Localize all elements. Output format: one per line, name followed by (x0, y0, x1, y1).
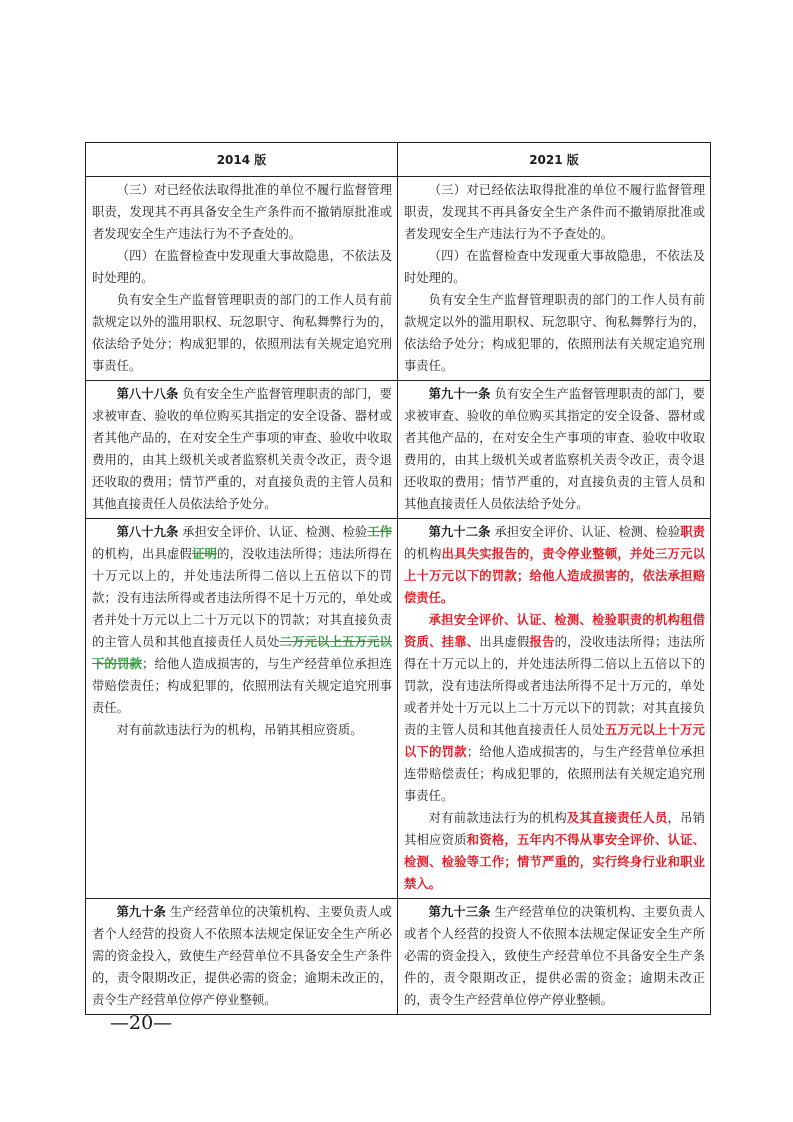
article-text: 对有前款违法行为的机构 (428, 811, 567, 825)
added-text: 报告 (529, 634, 555, 649)
article-text: ；给他人造成损害的，与生产经营单位承担连带赔偿责任；构成犯罪的，依照刑法有关规定追究刑事责任。 (92, 657, 392, 715)
table-row (86, 899, 711, 1015)
paragraph: （三）对已经依法取得批准的单位不履行监督管理职责，发现其不再具备安全生产条件而不撤销原批准或者发现安全生产违法行为不予查处的。 (92, 183, 392, 241)
cell-2021 (398, 519, 711, 899)
cell-2014 (86, 381, 398, 519)
article-text: 的，没收违法所得；违法所得在十万元以上的，并处违法所得二倍以上五倍以下的罚款；没有违法所得或者违法所得不足十万元的，单处或者并处十万元以上二十万元以下的罚款；对其直接负责的主管人员和其他直接责任人员处 (92, 547, 392, 649)
article-text: 生产经营单位的决策机构、主要负责人或者个人经营的投资人不依照本法规定保证安全生产所必需的资金投入，致使生产经营单位不具备安全生产条件的，责令限期改正，提供必需的资金；逾期未改正的，责令生产经营单位停产停业整顿。 (92, 905, 392, 1007)
cell-2014 (86, 519, 398, 899)
paragraph: （四）在监督检查中发现重大事故隐患，不依法及时处理的。 (92, 249, 392, 285)
table-row (86, 381, 711, 519)
deleted-text: 证明 (192, 546, 218, 561)
paragraph: 负有安全生产监督管理职责的部门的工作人员有前款规定以外的滥用职权、玩忽职守、徇私舞弊行为的，依法给予处分；构成犯罪的，依照刑法有关规定追究刑事责任。 (404, 293, 705, 373)
cell-2014 (86, 899, 398, 1015)
deleted-text: 二万元以上五万元以下的罚款 (92, 634, 392, 671)
table-header-row (86, 143, 711, 177)
comparison-table (85, 142, 711, 1015)
cell-2021 (398, 381, 711, 519)
added-text: 出具失实报告的，责令停业整顿，并处三万元以上十万元以下的罚款；给他人造成损害的，依法承担赔偿责任。 (404, 546, 705, 605)
cell-2021 (398, 177, 711, 381)
article-text: 的机构 (404, 547, 442, 561)
article-92-para3 (404, 807, 705, 895)
article-92-para2 (404, 609, 705, 807)
deleted-text: 工作 (367, 524, 392, 539)
article-text: ；给他人造成损害的，与生产经营单位承担连带赔偿责任；构成犯罪的，依照刑法有关规定追究刑事责任。 (404, 745, 705, 803)
header-2021: 2021 版 (398, 143, 711, 177)
article-title: 第九十二条 (428, 524, 491, 539)
article-text: 生产经营单位的决策机构、主要负责人或者个人经营的投资人不依照本法规定保证安全生产所必需的资金投入，致使生产经营单位不具备安全生产条件的，责令限期改正，提供必需的资金；逾期未改正的，责令生产经营单位停产停业整顿。 (404, 905, 705, 1007)
article-89 (92, 521, 392, 719)
article-text: ，吊销其相应资质 (404, 811, 705, 847)
added-text: 及其直接责任人员 (566, 810, 668, 825)
article-90 (92, 901, 392, 1011)
article-text: 负有安全生产监督管理职责的部门，要求被审查、验收的单位购买其指定的安全设备、器材或者其他产品的，在对安全生产事项的审查、验收中收取费用的，由其上级机关或者监察机关责令改正，责令退还收取的费用；情节严重的，对直接负责的主管人员和其他直接责任人员依法给予处分。 (92, 387, 392, 511)
added-text: 和资格，五年内不得从事安全评价、认证、检测、检验等工作；情节严重的，实行终身行业和职业禁入。 (404, 832, 705, 891)
article-text: 出具虚假 (479, 635, 530, 649)
article-title: 第八十八条 (116, 386, 179, 401)
cell-2021 (398, 899, 711, 1015)
article-91 (404, 383, 705, 515)
article-title: 第八十九条 (116, 524, 179, 539)
page-number: —20— (110, 1012, 173, 1034)
article-text: 负有安全生产监督管理职责的部门，要求被审查、验收的单位购买其指定的安全设备、器材或者其他产品的，在对安全生产事项的审查、验收中收取费用的，由其上级机关或者监察机关责令改正，责令退还收取的费用；情节严重的，对直接负责的主管人员和其他直接责任人员依法给予处分。 (404, 387, 705, 511)
header-2014: 2014 版 (86, 143, 398, 177)
article-title: 第九十条 (116, 904, 166, 919)
article-text: 的机构，出具虚假 (92, 547, 193, 561)
cell-2014 (86, 177, 398, 381)
article-93 (404, 901, 705, 1011)
added-text: 职责 (680, 524, 705, 539)
added-text: 五万元以上十万元以下的罚款 (404, 722, 705, 759)
paragraph: （四）在监督检查中发现重大事故隐患，不依法及时处理的。 (404, 249, 705, 285)
article-title: 第九十三条 (428, 904, 491, 919)
table-row (86, 519, 711, 899)
paragraph: （三）对已经依法取得批准的单位不履行监督管理职责，发现其不再具备安全生产条件而不撤销原批准或者发现安全生产违法行为不予查处的。 (404, 183, 705, 241)
article-text: 承担安全评价、认证、检测、检验 (490, 525, 681, 539)
article-92 (404, 521, 705, 609)
added-text: 承担安全评价、认证、检测、检验职责的机构租借资质、挂靠、 (404, 612, 705, 649)
article-88 (92, 383, 392, 515)
paragraph: 负有安全生产监督管理职责的部门的工作人员有前款规定以外的滥用职权、玩忽职守、徇私舞弊行为的，依法给予处分；构成犯罪的，依照刑法有关规定追究刑事责任。 (92, 293, 392, 373)
article-text: 的，没收违法所得；违法所得在十万元以上的，并处违法所得二倍以上五倍以下的罚款，没有违法所得或者违法所得不足十万元的，单处或者并处十万元以上二十万元以下的罚款；对其直接负责的主管人员和其他直接责任人员处 (404, 635, 705, 737)
table-row (86, 177, 711, 381)
paragraph: 对有前款违法行为的机构，吊销其相应资质。 (116, 723, 363, 737)
article-text: 承担安全评价、认证、检测、检验 (178, 525, 368, 539)
article-title: 第九十一条 (428, 386, 491, 401)
